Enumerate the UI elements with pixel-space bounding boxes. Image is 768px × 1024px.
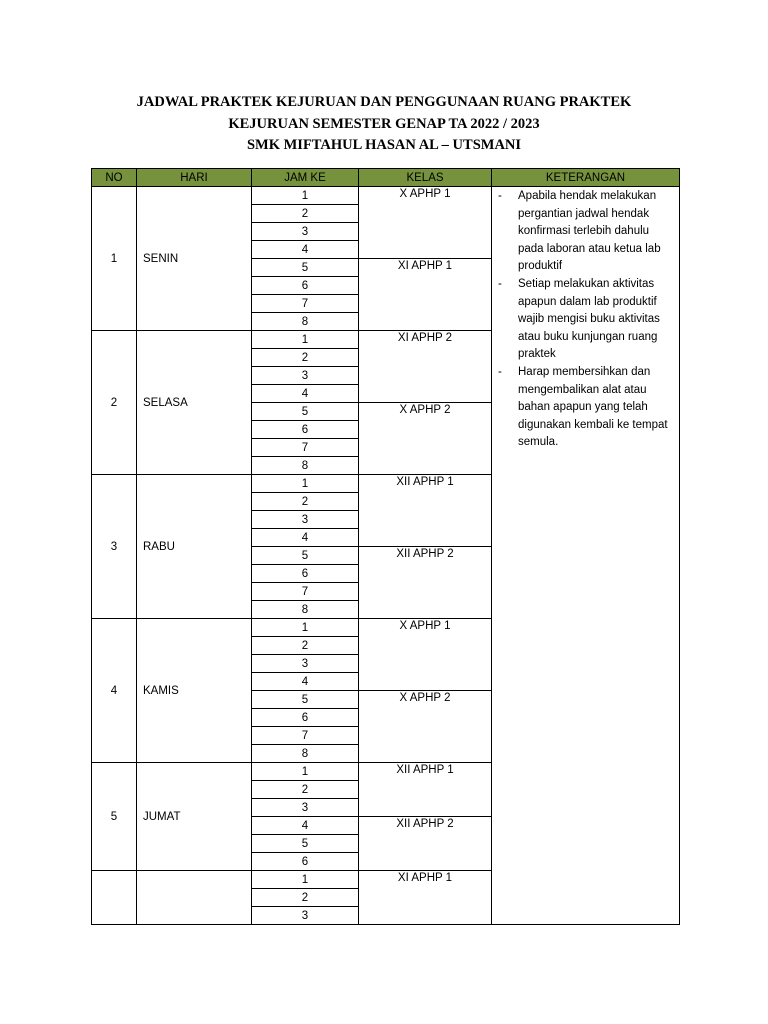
period-number: 1 (252, 187, 359, 205)
notes-list (492, 187, 679, 452)
period-number: 6 (252, 853, 359, 871)
day-number: 3 (92, 475, 137, 619)
period-number: 6 (252, 709, 359, 727)
period-number: 7 (252, 727, 359, 745)
period-number: 3 (252, 907, 359, 925)
title-line-2: KEJURUAN SEMESTER GENAP TA 2022 / 2023 (228, 115, 540, 132)
period-number: 2 (252, 349, 359, 367)
period-number: 3 (252, 799, 359, 817)
header-kelas: KELAS (359, 169, 492, 187)
note-text: Harap membersihkan dan mengembalikan alat atau bahan apapun yang telah digunakan kembali ke tempat semula. (518, 365, 668, 449)
period-number: 2 (252, 493, 359, 511)
period-number: 3 (252, 655, 359, 673)
class-cell: X APHP 2 (359, 691, 492, 763)
schedule-table (91, 168, 680, 925)
day-number: 5 (92, 763, 137, 871)
period-number: 7 (252, 583, 359, 601)
period-number: 7 (252, 295, 359, 313)
period-number: 5 (252, 691, 359, 709)
period-number: 6 (252, 421, 359, 439)
period-number: 3 (252, 511, 359, 529)
period-number: 2 (252, 205, 359, 223)
period-number: 1 (252, 619, 359, 637)
table-row (92, 187, 680, 205)
note-bullet: - (498, 365, 502, 378)
period-number: 1 (252, 763, 359, 781)
period-number: 8 (252, 601, 359, 619)
day-name: RABU (137, 475, 252, 619)
document-title (0, 92, 768, 157)
header-no: NO (92, 169, 137, 187)
table-header-row (92, 169, 680, 187)
day-name: KAMIS (137, 619, 252, 763)
note-item (492, 276, 679, 364)
note-item (492, 364, 679, 452)
class-cell: XII APHP 2 (359, 817, 492, 871)
day-number: 4 (92, 619, 137, 763)
period-number: 8 (252, 313, 359, 331)
period-number: 6 (252, 277, 359, 295)
title-line-3: SMK MIFTAHUL HASAN AL – UTSMANI (246, 137, 522, 153)
day-number: 2 (92, 331, 137, 475)
class-cell: XI APHP 2 (359, 331, 492, 403)
period-number: 4 (252, 529, 359, 547)
period-number: 8 (252, 457, 359, 475)
period-number: 5 (252, 547, 359, 565)
day-name: JUMAT (137, 763, 252, 871)
period-number: 1 (252, 475, 359, 493)
note-text: Setiap melakukan aktivitas apapun dalam lab produktif wajib mengisi buku aktivitas atau buku kunjungan ruang praktek (518, 277, 660, 361)
period-number: 2 (252, 781, 359, 799)
day-number (92, 871, 137, 925)
note-item (492, 188, 679, 276)
class-cell: XII APHP 1 (359, 763, 492, 817)
period-number: 4 (252, 241, 359, 259)
header-jam-ke: JAM KE (252, 169, 359, 187)
period-number: 5 (252, 835, 359, 853)
class-cell: XII APHP 1 (359, 475, 492, 547)
note-text: Apabila hendak melakukan pergantian jadwal hendak konfirmasi terlebih dahulu pada laboran atau ketua lab produktif (518, 190, 661, 273)
period-number: 8 (252, 745, 359, 763)
note-bullet: - (498, 277, 502, 290)
title-line-1: JADWAL PRAKTEK KEJURUAN DAN PENGGUNAAN RUANG PRAKTEK (136, 94, 632, 110)
period-number: 6 (252, 565, 359, 583)
period-number: 5 (252, 403, 359, 421)
period-number: 2 (252, 889, 359, 907)
header-keterangan: KETERANGAN (492, 169, 680, 187)
class-cell: X APHP 1 (359, 619, 492, 691)
day-name (137, 871, 252, 925)
period-number: 4 (252, 673, 359, 691)
period-number: 1 (252, 331, 359, 349)
day-name: SELASA (137, 331, 252, 475)
note-bullet: - (498, 190, 502, 202)
day-number: 1 (92, 187, 137, 331)
class-cell: X APHP 1 (359, 187, 492, 259)
class-cell: XI APHP 1 (359, 871, 492, 925)
class-cell: XII APHP 2 (359, 547, 492, 619)
period-number: 4 (252, 817, 359, 835)
period-number: 3 (252, 367, 359, 385)
period-number: 2 (252, 637, 359, 655)
keterangan-notes (492, 187, 680, 925)
period-number: 1 (252, 871, 359, 889)
period-number: 7 (252, 439, 359, 457)
class-cell: X APHP 2 (359, 403, 492, 475)
day-name: SENIN (137, 187, 252, 331)
schedule-body (92, 187, 680, 925)
period-number: 5 (252, 259, 359, 277)
header-hari: HARI (137, 169, 252, 187)
class-cell: XI APHP 1 (359, 259, 492, 331)
period-number: 3 (252, 223, 359, 241)
period-number: 4 (252, 385, 359, 403)
